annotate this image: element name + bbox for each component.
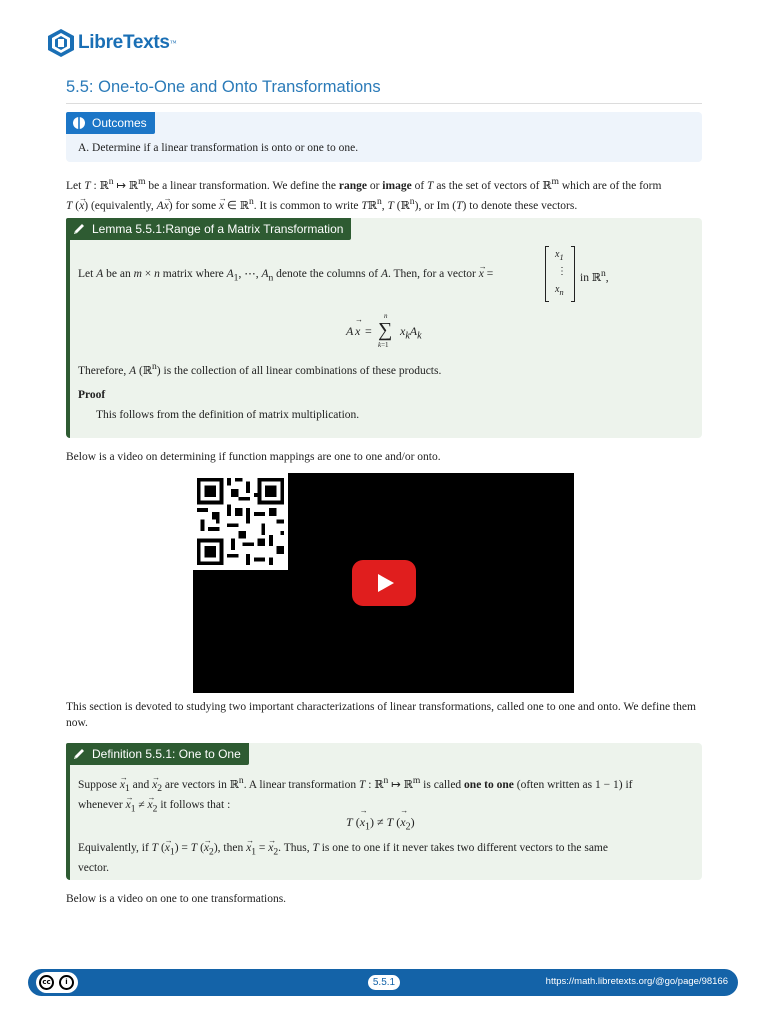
page-number: 5.5.1 [368,975,400,990]
definition-text: Suppose [78,778,120,791]
libretexts-logo[interactable] [46,28,177,58]
intro-text: . It is common to write [253,199,362,212]
sum-equation: A x → = n ∑ k=1 $x_kA_k$ [346,314,456,350]
definition-text: Equivalently, if [78,842,152,854]
definition-statement: Suppose $x \to_1$ and $x \to_2$ are vectors in ℝ$^n$. A linear transformation T : ℝ$^n$ ↦ ℝ$^m$ is called one to one (often written as 1 − 1) if whenever $x \to_1 \ne x \to_2$ it follows that : [78,773,692,817]
pencil-icon [72,222,86,236]
definition-text: and [129,778,153,791]
video-intro-2: Below is a video on one to one transformations. [66,893,287,905]
outcomes-box [66,112,702,162]
lemma-statement-end: in ℝ$^n$, [580,268,609,284]
video-intro-1: Below is a video on determining if function mappings are one to one and/or onto. [66,451,441,463]
intro-text: or [366,179,383,192]
lemma-statement: Let A be an m × n matrix where $A_1$, ⋯, $A_n$ denote the columns of A. Then, for a vector x → = [78,266,692,286]
outcomes-icon [72,116,86,130]
definition-text: vector. [78,862,109,875]
brand-tm: ™ [169,39,177,47]
definition-text: it follows that : [157,799,231,812]
brand-name: LibreTexts [78,32,170,53]
libretexts-logo-icon [46,28,76,58]
lemma-text: Let [78,268,97,280]
column-vector: $x_1$ ⋮ $x_n$ [545,246,575,302]
proof-label: Proof [78,389,106,401]
footer-bar [28,969,738,996]
lemma-text: be an [103,268,134,280]
intro-text: (equivalently, [88,199,157,212]
one-to-one-equation: T $(x \to_1) \ne T$ $(x \to_2)$ [346,815,415,832]
intro-text: to denote these vectors. [466,199,578,212]
definition-text: , then [217,842,247,854]
definition-text: is called [420,778,465,791]
lemma-text: matrix where [159,268,227,280]
lemma-label: Lemma 5.5.1:Range of a Matrix Transformation [92,222,344,236]
qr-code [193,473,288,570]
intro-paragraph: Let T : ℝ$^n$ ↦ ℝ$^m$ be a linear transformation. We define the range or image of T as the set of vectors of ℝ$^m$ which are of the form T (x →) (equivalently, Ax →) for some x → ∈ ℝ$^n$. It is common to write Tℝ$^n$, T (ℝ$^n$), or Im (T) to denote these vectors. [66,174,702,214]
lemma-box [66,218,702,438]
definition-text: (often written as [513,778,596,791]
video-player[interactable] [193,473,574,693]
lemma-text: Therefore, [78,364,130,377]
term-range: range [338,179,367,192]
page-url[interactable]: https://math.libretexts.org/@go/page/98166 [545,976,728,987]
play-button[interactable] [352,560,416,606]
definition-text: ) if [618,778,633,791]
pencil-icon [72,747,86,761]
section-paragraph: This section is devoted to studying two important characterizations of linear transformations, called one to one and onto. We define them now. [66,701,696,729]
definition-text: . Thus, [278,842,313,854]
definition-equivalently: Equivalently, if T $(x \to_1) = T$ $(x \to_2)$, then $x \to_1 = x \to_2$. Thus, T is one to one if it never takes two different vectors to the same vector. [78,840,692,876]
proof-text: This follows from the definition of matrix multiplication. [96,409,360,421]
lemma-text: denote the columns of [273,268,381,280]
outcomes-text: A. Determine if a linear transformation is onto or one to one. [78,142,359,154]
definition-box [66,743,702,880]
term-image: image [382,179,412,192]
lemma-text: in [580,271,592,284]
definition-text: is one to one if it never takes two different vectors to the same [318,842,608,854]
outcomes-tag [66,112,155,134]
definition-tag [66,743,249,765]
cc-icon: cc [39,975,54,990]
definition-text: are vectors in [162,778,230,791]
lemma-therefore: Therefore, A (ℝ$^n$) is the collection of all linear combinations of these products. [78,361,442,377]
intro-text: ) for some [168,199,219,212]
intro-text: Let [66,179,85,192]
intro-text: , or [418,199,437,212]
lemma-tag [66,218,351,240]
cc-license-badge[interactable] [36,972,78,993]
by-icon: i [59,975,74,990]
page-title: 5.5: One-to-One and Onto Transformations [66,78,702,104]
intro-text: which are of the form [558,179,662,192]
definition-text: whenever [78,799,126,812]
qr-code-graphic [193,473,288,570]
definition-label: Definition 5.5.1: One to One [92,747,241,761]
outcomes-label: Outcomes [92,116,147,130]
intro-text: be a linear transformation. We define the [148,179,339,192]
lemma-text: . Then, for a vector [387,268,479,280]
term-one-to-one: one to one [464,778,514,791]
lemma-text: is the collection of all linear combinations of these products. [160,364,442,377]
definition-text: . A linear transformation [243,778,359,791]
intro-text: as the set of vectors of [433,179,543,192]
